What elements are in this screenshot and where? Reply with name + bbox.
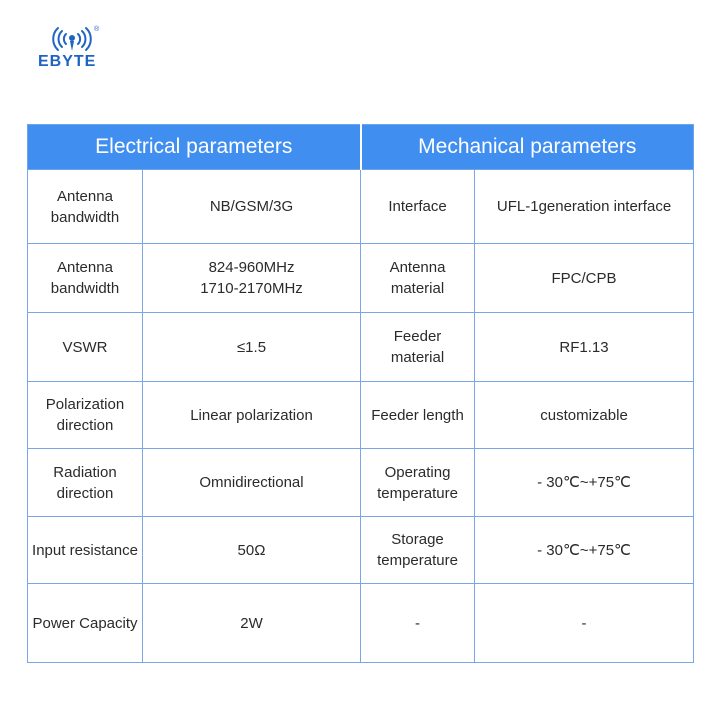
mechanical-label-cell [361, 382, 475, 449]
mechanical-value-cell [475, 449, 694, 517]
mechanical-label-text: Feeder length [371, 406, 464, 424]
electrical-value-text: 824-960MHz [208, 259, 295, 276]
mechanical-label-text: Interface [388, 198, 447, 215]
electrical-value-cell [143, 584, 361, 663]
electrical-label-text: VSWR [62, 338, 108, 356]
table-row [28, 584, 694, 663]
mechanical-label-text: Feeder material [390, 328, 445, 366]
table-row [28, 244, 694, 313]
mechanical-value-cell [475, 584, 694, 663]
electrical-label-text: Polarization [45, 396, 125, 413]
table-body [28, 170, 694, 663]
mechanical-label-cell [361, 170, 475, 244]
electrical-label-text: bandwidth [50, 280, 120, 297]
electrical-label-text: Antenna [57, 187, 113, 205]
ebyte-logo [36, 26, 116, 76]
mechanical-label-cell [361, 584, 475, 663]
registered-mark: ® [94, 26, 100, 33]
mechanical-label-text: temperature [377, 552, 458, 569]
mechanical-value-text: - 30℃~+75℃ [537, 541, 631, 559]
electrical-label-cell [28, 382, 143, 449]
electrical-label-cell [28, 517, 143, 584]
mechanical-label-text: - [415, 614, 421, 632]
mechanical-value-text: RF1.13 [559, 338, 609, 356]
mechanical-label-cell [361, 313, 475, 382]
electrical-label-text: direction [56, 417, 114, 434]
electrical-label-text: Antenna [57, 259, 113, 276]
electrical-value-text: ≤1.5 [236, 338, 267, 356]
electrical-value-cell [143, 244, 361, 313]
electrical-label-cell [28, 449, 143, 517]
mechanical-value-text: UFL-1generation interface [496, 198, 672, 215]
electrical-label-text: bandwidth [50, 208, 120, 226]
electrical-label-text: Input resistance [32, 541, 138, 559]
mechanical-parameters-header: Mechanical parameters [361, 125, 694, 170]
electrical-parameters-header: Electrical parameters [28, 125, 361, 170]
electrical-value-cell [143, 449, 361, 517]
table-row [28, 382, 694, 449]
electrical-value-cell [143, 170, 361, 244]
mechanical-value-cell [475, 170, 694, 244]
electrical-value-text: 50Ω [237, 541, 266, 559]
table-row [28, 313, 694, 382]
electrical-value-cell [143, 382, 361, 449]
electrical-label-cell [28, 584, 143, 663]
logo-text: EBYTE [38, 53, 97, 70]
table-row [28, 449, 694, 517]
electrical-label-text: Radiation [53, 463, 117, 481]
electrical-label-text: Power Capacity [32, 614, 138, 632]
mechanical-value-cell [475, 517, 694, 584]
parameters-table [27, 124, 694, 663]
electrical-value-text: 2W [240, 614, 263, 632]
electrical-label-cell [28, 244, 143, 313]
electrical-value-text: NB/GSM/3G [209, 198, 294, 215]
electrical-value-cell [143, 517, 361, 584]
mechanical-value-text: - [581, 614, 587, 632]
mechanical-value-cell [475, 382, 694, 449]
electrical-value-text: Omnidirectional [199, 474, 304, 491]
antenna-signal-icon [50, 26, 94, 52]
mechanical-label-cell [361, 449, 475, 517]
mechanical-value-cell [475, 313, 694, 382]
electrical-label-cell [28, 170, 143, 244]
mechanical-label-cell [361, 244, 475, 313]
mechanical-label-cell [361, 517, 475, 584]
table-header-row [28, 125, 694, 170]
mechanical-label-text: material [390, 280, 445, 297]
mechanical-value-text: FPC/CPB [551, 269, 617, 287]
table-row [28, 170, 694, 244]
mechanical-label-text: Operating [384, 463, 451, 481]
electrical-value-cell [143, 313, 361, 382]
mechanical-label-text: Storage [391, 531, 444, 548]
mechanical-label-text: temperature [377, 484, 458, 502]
mechanical-value-cell [475, 244, 694, 313]
table-row [28, 517, 694, 584]
electrical-label-cell [28, 313, 143, 382]
electrical-value-text: Linear polarization [190, 406, 313, 424]
electrical-value-text: 1710-2170MHz [200, 280, 303, 297]
mechanical-value-text: customizable [540, 406, 628, 424]
mechanical-label-text: Antenna [389, 259, 446, 276]
mechanical-value-text: - 30℃~+75℃ [537, 474, 631, 491]
electrical-label-text: direction [56, 484, 114, 502]
